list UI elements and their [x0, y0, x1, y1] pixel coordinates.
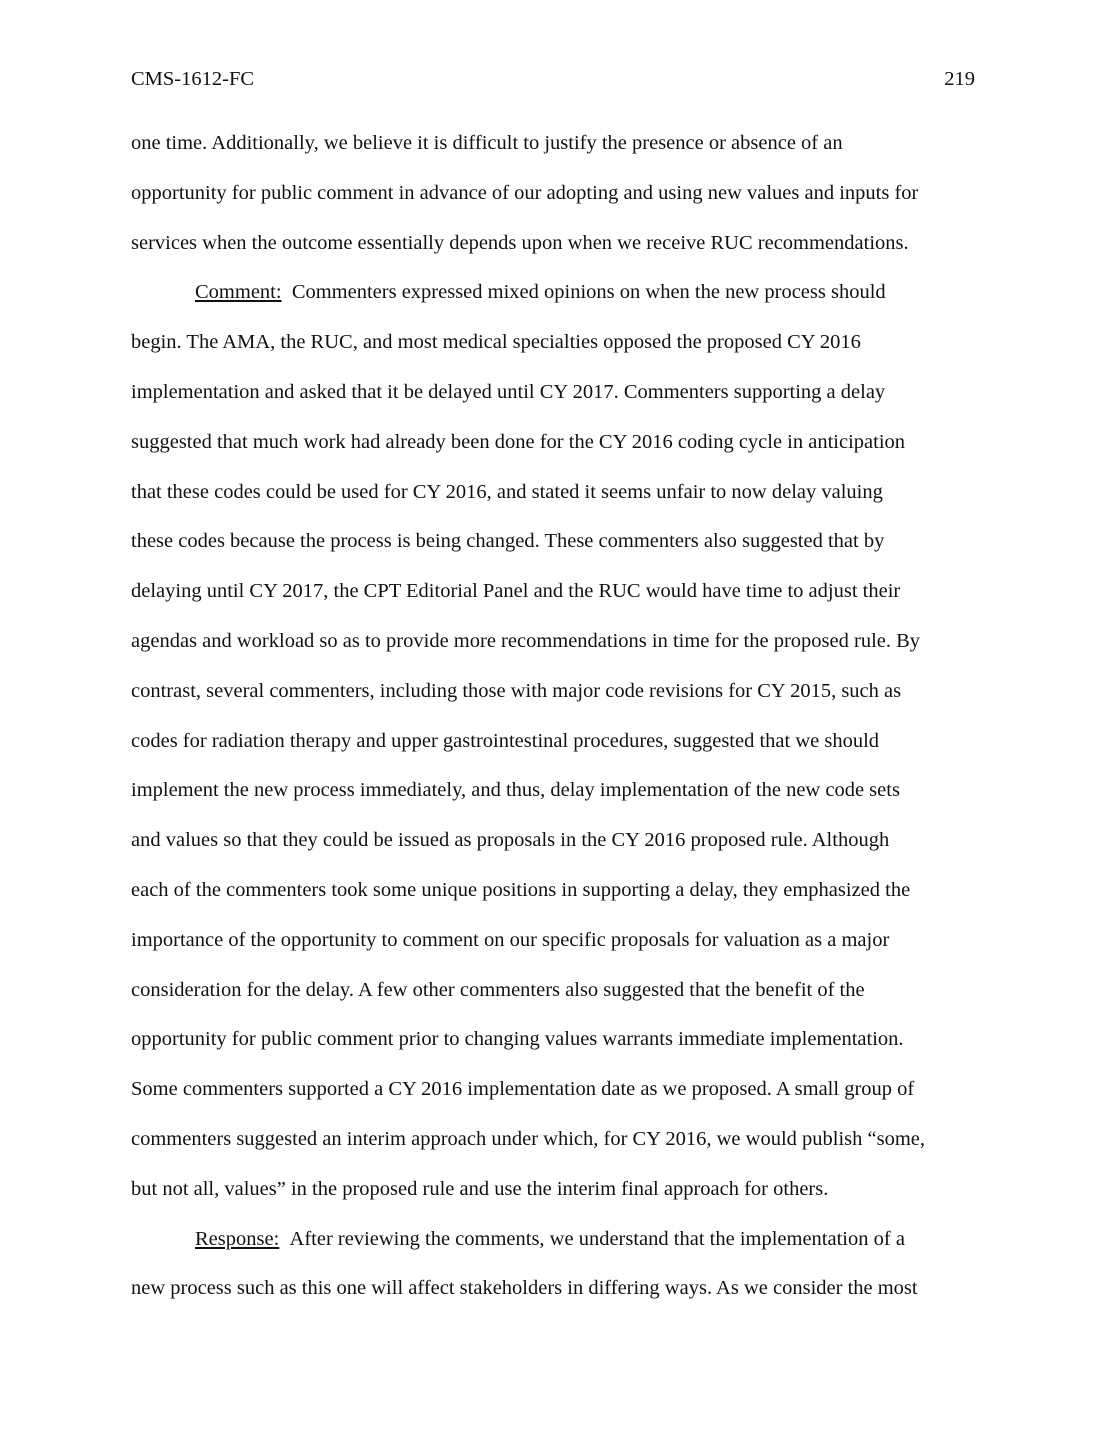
text-line: suggested that much work had already been done for the CY 2016 coding cycle in anticipation: [131, 430, 906, 453]
text-line: begin. The AMA, the RUC, and most medical specialties opposed the proposed CY 2016: [131, 331, 861, 354]
text-line: these codes because the process is being changed. These commenters also suggested that by: [131, 530, 885, 553]
response-paragraph-start: [131, 1227, 981, 1277]
text-line: implement the new process immediately, and thus, delay implementation of the new code sets: [131, 779, 900, 802]
text-line: agendas and workload so as to provide more recommendations in time for the proposed rule. By: [131, 629, 921, 652]
text-line: and values so that they could be issued as proposals in the CY 2016 proposed rule. Although: [131, 829, 890, 852]
text-line: that these codes could be used for CY 2016, and stated it seems unfair to now delay valuing: [131, 480, 883, 503]
text-line: importance of the opportunity to comment on our specific proposals for valuation as a major: [131, 928, 890, 951]
text-line: implementation and asked that it be delayed until CY 2017. Commenters supporting a delay: [131, 380, 886, 403]
response-label: Response:: [195, 1227, 280, 1250]
text-line: consideration for the delay. A few other commenters also suggested that the benefit of the: [131, 978, 865, 1001]
text-line: opportunity for public comment in advance of our adopting and using new values and inputs for: [131, 181, 919, 204]
page-number: 219: [944, 68, 975, 90]
text-line: codes for radiation therapy and upper gastrointestinal procedures, suggested that we should: [131, 729, 880, 752]
text-line: new process such as this one will affect stakeholders in differing ways. As we consider the most: [131, 1277, 918, 1300]
text-line: services when the outcome essentially depends upon when we receive RUC recommendations.: [131, 231, 909, 254]
text-line: each of the commenters took some unique positions in supporting a delay, they emphasized the: [131, 878, 911, 901]
text-line: Some commenters supported a CY 2016 implementation date as we proposed. A small group of: [131, 1078, 915, 1101]
comment-paragraph-start: [131, 280, 981, 330]
document-id: CMS-1612-FC: [131, 68, 255, 90]
text-line: one time. Additionally, we believe it is difficult to justify the presence or absence of an: [131, 132, 843, 154]
text-line: delaying until CY 2017, the CPT Editorial Panel and the RUC would have time to adjust their: [131, 580, 901, 603]
text-line: opportunity for public comment prior to changing values warrants immediate implementation.: [131, 1028, 904, 1051]
comment-label: Comment:: [195, 281, 282, 304]
document-body: [131, 131, 981, 1326]
text-line: After reviewing the comments, we understand that the implementation of a: [289, 1227, 905, 1250]
text-line: Commenters expressed mixed opinions on when the new process should: [291, 281, 886, 304]
text-line: contrast, several commenters, including those with major code revisions for CY 2015, such as: [131, 679, 902, 702]
text-line: but not all, values” in the proposed rule and use the interim final approach for others.: [131, 1177, 829, 1200]
text-line: commenters suggested an interim approach under which, for CY 2016, we would publish “some,: [131, 1127, 926, 1150]
